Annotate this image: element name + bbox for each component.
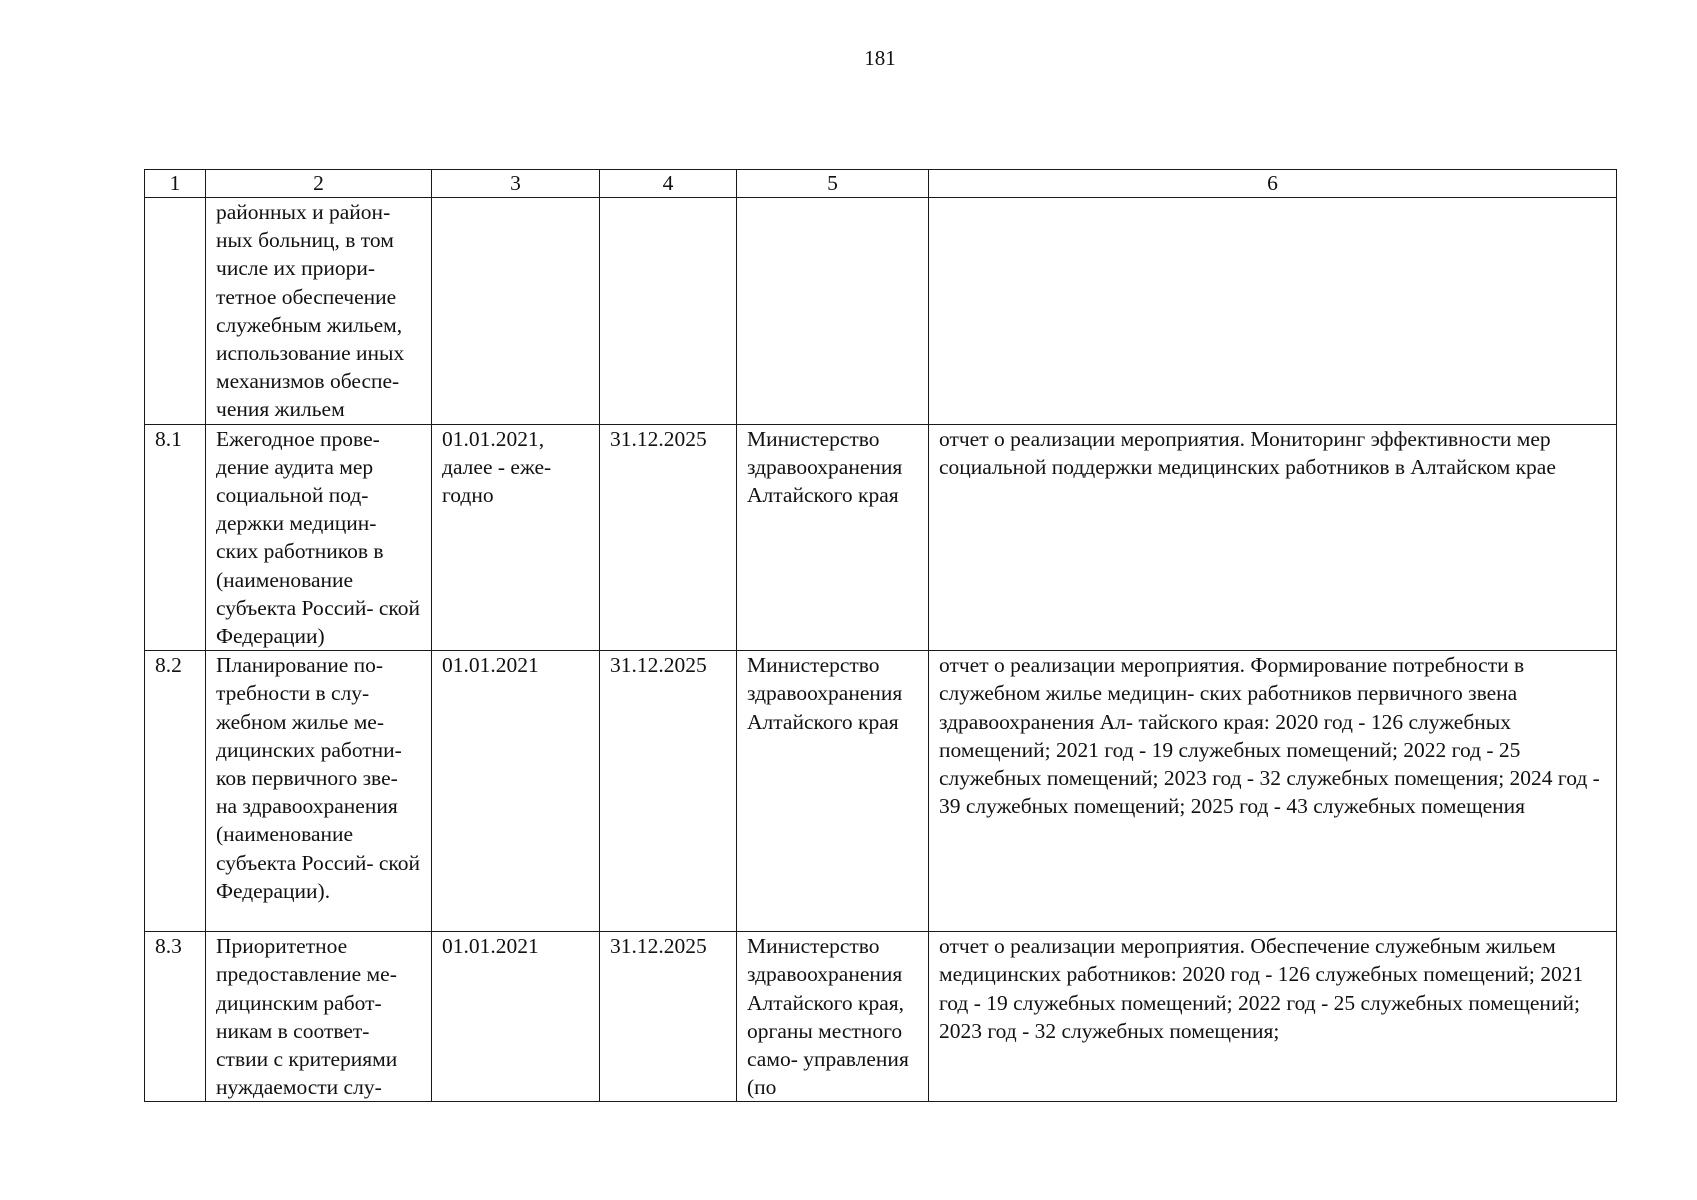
end-date: 31.12.2025 xyxy=(600,932,737,1102)
column-header-2: 2 xyxy=(206,170,432,198)
measure-name: районных и район- ных больниц, в том числе их приори- тетное обеспечение служебным жильем, использование иных механизмов обеспе- чения жильем xyxy=(206,198,432,425)
table-header-row xyxy=(145,170,1617,198)
table-row xyxy=(145,651,1617,932)
row-number xyxy=(145,198,206,425)
end-date: 31.12.2025 xyxy=(600,651,737,932)
page-number: 181 xyxy=(864,46,896,70)
column-header-4: 4 xyxy=(600,170,737,198)
result xyxy=(929,198,1617,425)
end-date xyxy=(600,198,737,425)
measure-name: Ежегодное прове- дение аудита мер социальной под- держки медицин- ских работников в (наименование субъекта Россий- ской Федерации) xyxy=(206,424,432,651)
column-header-6: 6 xyxy=(929,170,1617,198)
start-date xyxy=(432,198,600,425)
row-number: 8.2 xyxy=(145,651,206,932)
column-header-1: 1 xyxy=(145,170,206,198)
executor xyxy=(737,198,929,425)
table-row xyxy=(145,424,1617,651)
start-date: 01.01.2021 xyxy=(432,651,600,932)
executor: Министерство здравоохранения Алтайского края, органы местного само- управления (по xyxy=(737,932,929,1102)
row-number: 8.1 xyxy=(145,424,206,651)
executor: Министерство здравоохранения Алтайского края xyxy=(737,424,929,651)
measure-name: Планирование по- требности в слу- жебном жилье ме- дицинских работни- ков первичного зве- на здравоохранения (наименование субъекта Россий- ской Федерации). xyxy=(206,651,432,932)
executor: Министерство здравоохранения Алтайского края xyxy=(737,651,929,932)
measures-table xyxy=(144,169,1617,1102)
end-date: 31.12.2025 xyxy=(600,424,737,651)
column-header-5: 5 xyxy=(737,170,929,198)
result: отчет о реализации мероприятия. Обеспечение служебным жильем медицинских работников: 2020 год - 126 служебных помещений; 2021 год - 19 служебных помещений; 2022 год - 25 служебных помещений; 2023 год - 32 служебных помещения; xyxy=(929,932,1617,1102)
measure-name: Приоритетное предоставление ме- дицинским работ- никам в соответ- ствии с критериями нуждаемости слу- xyxy=(206,932,432,1102)
column-header-3: 3 xyxy=(432,170,600,198)
start-date: 01.01.2021 xyxy=(432,932,600,1102)
table-row xyxy=(145,198,1617,425)
result: отчет о реализации мероприятия. Формирование потребности в служебном жилье медицин- ских работников первичного звена здравоохранения Ал- тайского края: 2020 год - 126 служебных помещений; 2021 год - 19 служебных помещений; 2022 год - 25 служебных помещений; 2023 год - 32 служебных помещения; 2024 год - 39 служебных помещений; 2025 год - 43 служебных помещения xyxy=(929,651,1617,932)
result: отчет о реализации мероприятия. Мониторинг эффективности мер социальной поддержки медицинских работников в Алтайском крае xyxy=(929,424,1617,651)
table-row xyxy=(145,932,1617,1102)
start-date: 01.01.2021, далее - еже- годно xyxy=(432,424,600,651)
row-number: 8.3 xyxy=(145,932,206,1102)
